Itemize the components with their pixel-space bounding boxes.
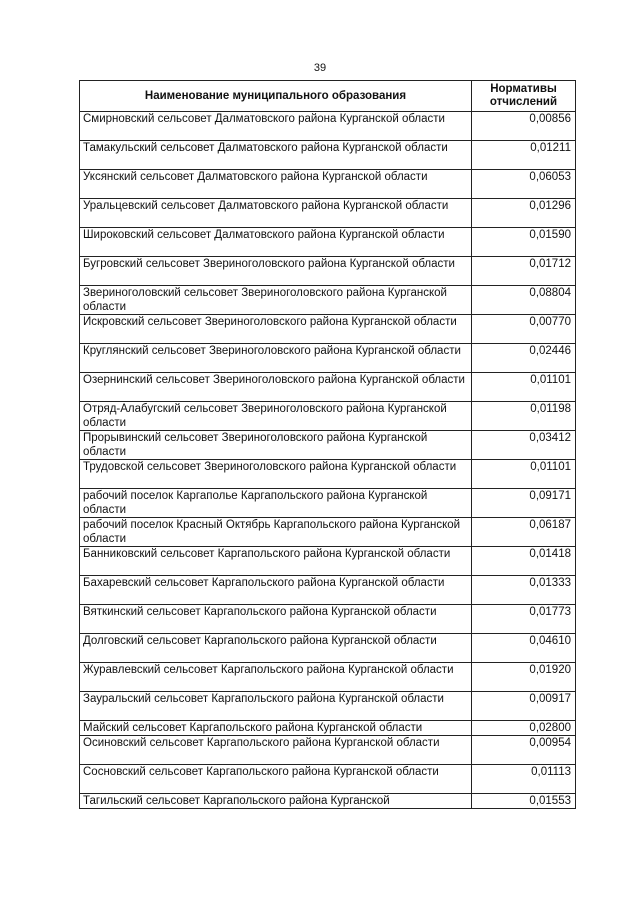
norm-value: 0,04610 — [472, 634, 576, 663]
municipality-name: Журавлевский сельсовет Каргапольского района Курганской области — [80, 663, 472, 692]
municipality-name: рабочий поселок Красный Октябрь Каргапольского района Курганской области — [80, 518, 472, 547]
norm-value: 0,00770 — [472, 315, 576, 344]
table-row — [80, 692, 576, 721]
table-header-row — [80, 81, 576, 112]
municipality-name: Зауральский сельсовет Каргапольского района Курганской области — [80, 692, 472, 721]
municipality-name: Звериноголовский сельсовет Звериноголовского района Курганской области — [80, 286, 472, 315]
municipality-name: Майский сельсовет Каргапольского района Курганской области — [80, 721, 472, 736]
norm-value: 0,01113 — [472, 765, 576, 794]
norm-value: 0,02800 — [472, 721, 576, 736]
table-row — [80, 170, 576, 199]
norm-value: 0,01712 — [472, 257, 576, 286]
norm-value: 0,06053 — [472, 170, 576, 199]
norm-value: 0,03412 — [472, 431, 576, 460]
municipality-name: Вяткинский сельсовет Каргапольского района Курганской области — [80, 605, 472, 634]
table-row — [80, 721, 576, 736]
table-row — [80, 736, 576, 765]
norms-table — [79, 80, 576, 809]
norm-value: 0,01296 — [472, 199, 576, 228]
norm-value: 0,02446 — [472, 344, 576, 373]
norm-value: 0,00954 — [472, 736, 576, 765]
table-row — [80, 112, 576, 141]
municipality-name: Круглянский сельсовет Звериноголовского района Курганской области — [80, 344, 472, 373]
municipality-name: Тагильский сельсовет Каргапольского района Курганской — [80, 794, 472, 809]
table-row — [80, 257, 576, 286]
table-row — [80, 141, 576, 170]
norm-value: 0,01590 — [472, 228, 576, 257]
table-row — [80, 344, 576, 373]
table-row — [80, 460, 576, 489]
municipality-name: рабочий поселок Каргаполье Каргапольского района Курганской области — [80, 489, 472, 518]
table-row — [80, 518, 576, 547]
municipality-name: Тамакульский сельсовет Далматовского района Курганской области — [80, 141, 472, 170]
page-number: 39 — [313, 62, 327, 74]
table-row — [80, 634, 576, 663]
municipality-name: Широковский сельсовет Далматовского района Курганской области — [80, 228, 472, 257]
municipality-name: Бугровский сельсовет Звериноголовского района Курганской области — [80, 257, 472, 286]
municipality-name: Прорывинский сельсовет Звериноголовского района Курганской области — [80, 431, 472, 460]
municipality-name: Сосновский сельсовет Каргапольского района Курганской области — [80, 765, 472, 794]
table-row — [80, 663, 576, 692]
municipality-name: Трудовской сельсовет Звериноголовского района Курганской области — [80, 460, 472, 489]
norm-value: 0,01198 — [472, 402, 576, 431]
table-row — [80, 431, 576, 460]
norm-value: 0,00917 — [472, 692, 576, 721]
norm-value: 0,01333 — [472, 576, 576, 605]
header-value: Нормативы отчислений — [472, 81, 576, 112]
norm-value: 0,01920 — [472, 663, 576, 692]
norm-value: 0,01101 — [472, 373, 576, 402]
table-row — [80, 547, 576, 576]
table-row — [80, 199, 576, 228]
table-row — [80, 765, 576, 794]
table-row — [80, 228, 576, 257]
norm-value: 0,09171 — [472, 489, 576, 518]
municipality-name: Осиновский сельсовет Каргапольского района Курганской области — [80, 736, 472, 765]
norm-value: 0,01101 — [472, 460, 576, 489]
municipality-name: Отряд-Алабугский сельсовет Звериноголовского района Курганской области — [80, 402, 472, 431]
table-row — [80, 286, 576, 315]
municipality-name: Уксянский сельсовет Далматовского района Курганской области — [80, 170, 472, 199]
table-row — [80, 489, 576, 518]
table-row — [80, 576, 576, 605]
norm-value: 0,06187 — [472, 518, 576, 547]
table-row — [80, 605, 576, 634]
municipality-name: Бахаревский сельсовет Каргапольского района Курганской области — [80, 576, 472, 605]
norm-value: 0,08804 — [472, 286, 576, 315]
norm-value: 0,01418 — [472, 547, 576, 576]
header-name: Наименование муниципального образования — [80, 81, 472, 112]
municipality-name: Озернинский сельсовет Звериноголовского района Курганской области — [80, 373, 472, 402]
municipality-name: Уральцевский сельсовет Далматовского района Курганской области — [80, 199, 472, 228]
municipality-name: Долговский сельсовет Каргапольского района Курганской области — [80, 634, 472, 663]
table-row — [80, 373, 576, 402]
norm-value: 0,01211 — [472, 141, 576, 170]
norm-value: 0,01553 — [472, 794, 576, 809]
norm-value: 0,01773 — [472, 605, 576, 634]
table-row — [80, 794, 576, 809]
table-row — [80, 315, 576, 344]
municipality-name: Искровский сельсовет Звериноголовского района Курганской области — [80, 315, 472, 344]
table-row — [80, 402, 576, 431]
norm-value: 0,00856 — [472, 112, 576, 141]
municipality-name: Смирновский сельсовет Далматовского района Курганской области — [80, 112, 472, 141]
municipality-name: Банниковский сельсовет Каргапольского района Курганской области — [80, 547, 472, 576]
